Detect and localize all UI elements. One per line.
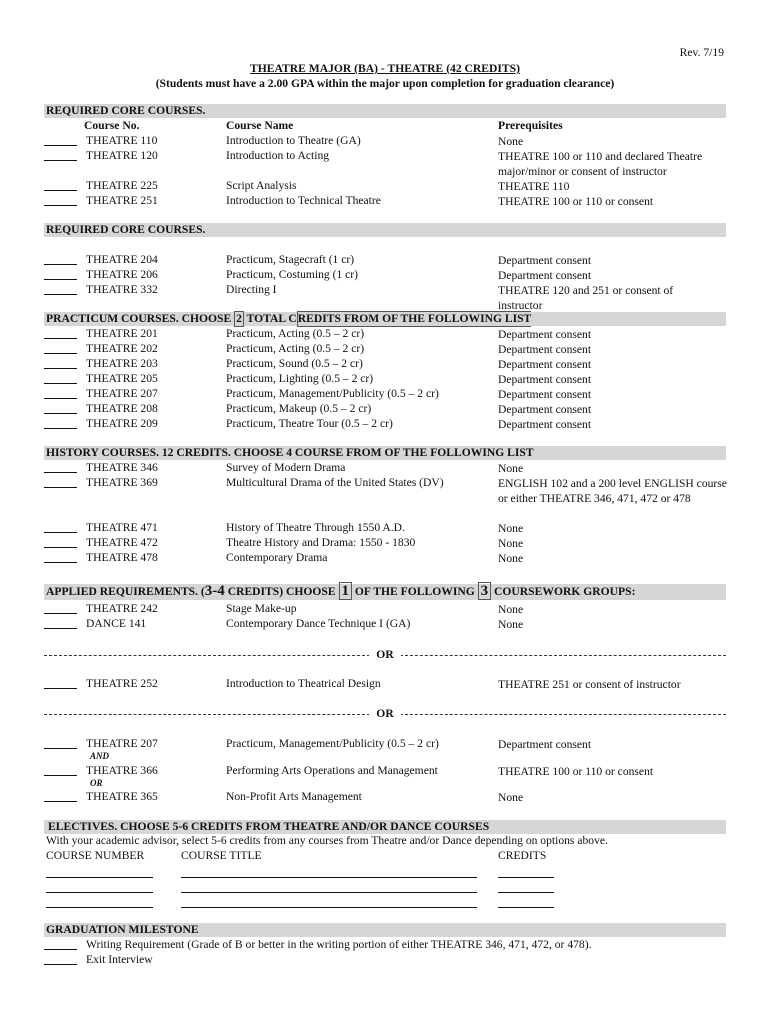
course-code: THEATRE 202 <box>86 342 158 355</box>
applied-header <box>46 582 635 601</box>
course-row <box>44 417 734 432</box>
course-name: Practicum, Costuming (1 cr) <box>226 268 359 281</box>
applied-header-d: COURSEWORK GROUPS: <box>491 585 636 598</box>
elective-credits-field[interactable] <box>498 877 554 878</box>
elective-course-title-field[interactable] <box>181 907 477 908</box>
course-name: Practicum, Lighting (0.5 – 2 cr) <box>226 372 374 385</box>
checkoff-blank[interactable] <box>44 134 77 146</box>
course-prereq: None <box>498 603 524 616</box>
course-name: Practicum, Theatre Tour (0.5 – 2 cr) <box>226 417 393 430</box>
course-row <box>44 521 734 536</box>
checkoff-blank[interactable] <box>44 953 77 965</box>
course-row <box>44 476 734 505</box>
course-name: Multicultural Drama of the United States (DV) <box>226 476 444 489</box>
course-prereq: None <box>498 618 524 631</box>
course-prereq: Department consent <box>498 328 592 341</box>
course-code: THEATRE 346 <box>86 461 158 474</box>
course-row <box>44 194 734 209</box>
course-row <box>44 461 734 476</box>
course-code: THEATRE 204 <box>86 253 158 266</box>
applied-header-b: CREDITS) CHOOSE <box>224 585 339 598</box>
course-prereq: THEATRE 110 <box>498 180 570 193</box>
course-name: Script Analysis <box>226 179 297 192</box>
course-code: THEATRE 110 <box>86 134 158 147</box>
core2-header: REQUIRED CORE COURSES. <box>46 223 206 236</box>
course-name: Performing Arts Operations and Management <box>226 764 438 777</box>
checkoff-blank[interactable] <box>44 194 77 206</box>
course-code: THEATRE 203 <box>86 357 158 370</box>
course-prereq: THEATRE 100 or 110 or consent <box>498 195 654 208</box>
applied-choose-box: 1 <box>339 582 353 600</box>
course-row <box>44 342 734 357</box>
course-row <box>44 327 734 342</box>
checkoff-blank[interactable] <box>44 387 77 399</box>
core1-header: REQUIRED CORE COURSES. <box>46 104 206 117</box>
checkoff-blank[interactable] <box>44 790 77 802</box>
elective-course-number-field[interactable] <box>46 892 153 893</box>
course-code: THEATRE 208 <box>86 402 158 415</box>
course-name: Directing I <box>226 283 277 296</box>
course-prereq: Department consent <box>498 254 592 267</box>
course-name: Practicum, Acting (0.5 – 2 cr) <box>226 342 365 355</box>
applied-header-a: APPLIED REQUIREMENTS. ( <box>46 585 205 598</box>
course-prereq: None <box>498 552 524 565</box>
applied-header-c: OF THE FOLLOWING <box>352 585 478 598</box>
course-name: Stage Make-up <box>226 602 297 615</box>
milestone-row <box>44 938 734 953</box>
course-name: Practicum, Stagecraft (1 cr) <box>226 253 355 266</box>
checkoff-blank[interactable] <box>44 536 77 548</box>
checkoff-blank[interactable] <box>44 372 77 384</box>
course-name: Practicum, Acting (0.5 – 2 cr) <box>226 327 365 340</box>
milestone-item: Exit Interview <box>86 953 153 966</box>
elective-course-number-field[interactable] <box>46 877 153 878</box>
course-row <box>44 134 734 149</box>
course-prereq: None <box>498 135 524 148</box>
course-prereq: THEATRE 100 or 110 and declared Theatre major/minor or consent of instructor <box>498 150 703 178</box>
course-row <box>44 357 734 372</box>
course-row <box>44 372 734 387</box>
course-code: THEATRE 209 <box>86 417 158 430</box>
applied-groups-box: 3 <box>478 582 492 600</box>
course-code: THEATRE 120 <box>86 149 158 162</box>
checkoff-blank[interactable] <box>44 764 77 776</box>
checkoff-blank[interactable] <box>44 283 77 295</box>
course-code: THEATRE 207 <box>86 387 158 400</box>
checkoff-blank[interactable] <box>44 149 77 161</box>
course-row <box>44 551 734 566</box>
course-code: THEATRE 478 <box>86 551 158 564</box>
course-row <box>44 149 734 178</box>
course-row <box>44 602 734 617</box>
course-row <box>44 387 734 402</box>
course-row <box>44 283 734 312</box>
checkoff-blank[interactable] <box>44 476 77 488</box>
course-name: Practicum, Management/Publicity (0.5 – 2 cr) <box>226 737 439 750</box>
course-name: Introduction to Theatre (GA) <box>226 134 361 147</box>
checkoff-blank[interactable] <box>44 327 77 339</box>
col-header-course-title: COURSE TITLE <box>181 849 262 862</box>
course-row <box>44 536 734 551</box>
col-header-prerequisites: Prerequisites <box>498 119 563 132</box>
course-row <box>44 790 734 805</box>
course-name: Introduction to Acting <box>226 149 330 162</box>
course-prereq: None <box>498 791 524 804</box>
course-name: Survey of Modern Drama <box>226 461 346 474</box>
course-prereq: Department consent <box>498 269 592 282</box>
elective-credits-field[interactable] <box>498 907 554 908</box>
col-header-course-number: COURSE NUMBER <box>46 849 145 862</box>
or-separator <box>44 707 726 721</box>
course-row <box>44 737 734 752</box>
course-prereq: None <box>498 522 524 535</box>
course-code: THEATRE 472 <box>86 536 158 549</box>
course-code: THEATRE 369 <box>86 476 158 489</box>
checkoff-blank[interactable] <box>44 737 77 749</box>
revision-date: Rev. 7/19 <box>679 46 724 59</box>
course-code: THEATRE 225 <box>86 179 158 192</box>
checkoff-blank[interactable] <box>44 602 77 614</box>
course-row <box>44 764 734 779</box>
or-label: OR <box>369 648 401 662</box>
history-header: HISTORY COURSES. 12 CREDITS. CHOOSE 4 COURSE FROM OF THE FOLLOWING LIST <box>46 446 534 459</box>
page-title: THEATRE MAJOR (BA) - THEATRE (42 CREDITS) <box>250 62 520 75</box>
checkoff-blank[interactable] <box>44 938 77 950</box>
course-row <box>44 179 734 194</box>
elective-credits-field[interactable] <box>498 892 554 893</box>
course-row <box>44 268 734 283</box>
course-row <box>44 402 734 417</box>
page-subtitle: (Students must have a 2.00 GPA within the major upon completion for graduation clearance) <box>155 77 615 90</box>
practicum-credit-box: 2 <box>236 312 242 325</box>
course-name: Practicum, Management/Publicity (0.5 – 2 cr) <box>226 387 439 400</box>
practicum-header-c: REDITS FROM OF THE FOLLOWING LIST <box>297 312 532 325</box>
checkoff-blank[interactable] <box>44 357 77 369</box>
course-name: Contemporary Dance Technique I (GA) <box>226 617 411 630</box>
course-code: THEATRE 366 <box>86 764 158 777</box>
course-code: DANCE 141 <box>86 617 147 630</box>
course-prereq: Department consent <box>498 418 592 431</box>
col-header-course-no: Course No. <box>84 119 140 132</box>
checkoff-blank[interactable] <box>44 179 77 191</box>
col-header-course-name: Course Name <box>226 119 294 132</box>
course-name: Practicum, Sound (0.5 – 2 cr) <box>226 357 363 370</box>
course-name: Contemporary Drama <box>226 551 328 564</box>
course-prereq: Department consent <box>498 388 592 401</box>
checkoff-blank[interactable] <box>44 461 77 473</box>
milestone-item: Writing Requirement (Grade of B or better in the writing portion of either THEATRE 346, 471, 472, or 478). <box>86 938 592 951</box>
checkoff-blank[interactable] <box>44 253 77 265</box>
practicum-header-a: PRACTICUM COURSES. CHOOSE <box>46 312 232 325</box>
course-name: Non-Profit Arts Management <box>226 790 362 803</box>
course-prereq: THEATRE 100 or 110 or consent <box>498 765 654 778</box>
course-row <box>44 253 734 268</box>
applied-credit-range: 3-4 <box>204 583 225 599</box>
course-name: Introduction to Theatrical Design <box>226 677 381 690</box>
course-code: THEATRE 206 <box>86 268 158 281</box>
milestone-header: GRADUATION MILESTONE <box>46 923 199 936</box>
electives-instructions: With your academic advisor, select 5-6 credits from any courses from Theatre and/or Dance depending on options above. <box>46 834 608 847</box>
course-prereq: Department consent <box>498 738 592 751</box>
electives-header: ELECTIVES. CHOOSE 5-6 CREDITS FROM THEATRE AND/OR DANCE COURSES <box>48 820 490 833</box>
course-prereq: ENGLISH 102 and a 200 level ENGLISH course or either THEATRE 346, 471, 472 or 478 <box>498 477 727 505</box>
checkoff-blank[interactable] <box>44 417 77 429</box>
course-name: Theatre History and Drama: 1550 - 1830 <box>226 536 416 549</box>
milestone-row <box>44 953 734 968</box>
course-name: History of Theatre Through 1550 A.D. <box>226 521 405 534</box>
elective-course-title-field[interactable] <box>181 892 477 893</box>
course-code: THEATRE 205 <box>86 372 158 385</box>
checkoff-blank[interactable] <box>44 521 77 533</box>
course-row <box>44 677 734 692</box>
checkoff-blank[interactable] <box>44 617 77 629</box>
course-prereq: THEATRE 251 or consent of instructor <box>498 678 681 691</box>
course-name: Practicum, Makeup (0.5 – 2 cr) <box>226 402 372 415</box>
checkoff-blank[interactable] <box>44 402 77 414</box>
course-code: THEATRE 471 <box>86 521 158 534</box>
practicum-header-b: TOTAL C <box>246 312 297 325</box>
course-code: THEATRE 201 <box>86 327 158 340</box>
course-row <box>44 617 734 632</box>
course-prereq: None <box>498 462 524 475</box>
course-code: THEATRE 252 <box>86 677 158 690</box>
or-separator <box>44 648 726 662</box>
course-code: THEATRE 332 <box>86 283 158 296</box>
course-code: THEATRE 242 <box>86 602 158 615</box>
elective-course-title-field[interactable] <box>181 877 477 878</box>
course-prereq: None <box>498 537 524 550</box>
course-code: THEATRE 207 <box>86 737 158 750</box>
course-prereq: Department consent <box>498 358 592 371</box>
course-code: THEATRE 251 <box>86 194 158 207</box>
course-prereq: THEATRE 120 and 251 or consent of instructor <box>498 284 674 312</box>
checkoff-blank[interactable] <box>44 342 77 354</box>
checkoff-blank[interactable] <box>44 677 77 689</box>
elective-course-number-field[interactable] <box>46 907 153 908</box>
checkoff-blank[interactable] <box>44 551 77 563</box>
course-prereq: Department consent <box>498 373 592 386</box>
course-prereq: Department consent <box>498 403 592 416</box>
col-header-credits: CREDITS <box>498 849 547 862</box>
checkoff-blank[interactable] <box>44 268 77 280</box>
course-code: THEATRE 365 <box>86 790 158 803</box>
course-name: Introduction to Technical Theatre <box>226 194 381 207</box>
or-small-label: OR <box>90 778 103 788</box>
practicum-header <box>46 311 531 327</box>
or-label: OR <box>369 707 401 721</box>
course-prereq: Department consent <box>498 343 592 356</box>
and-label: AND <box>90 751 110 761</box>
